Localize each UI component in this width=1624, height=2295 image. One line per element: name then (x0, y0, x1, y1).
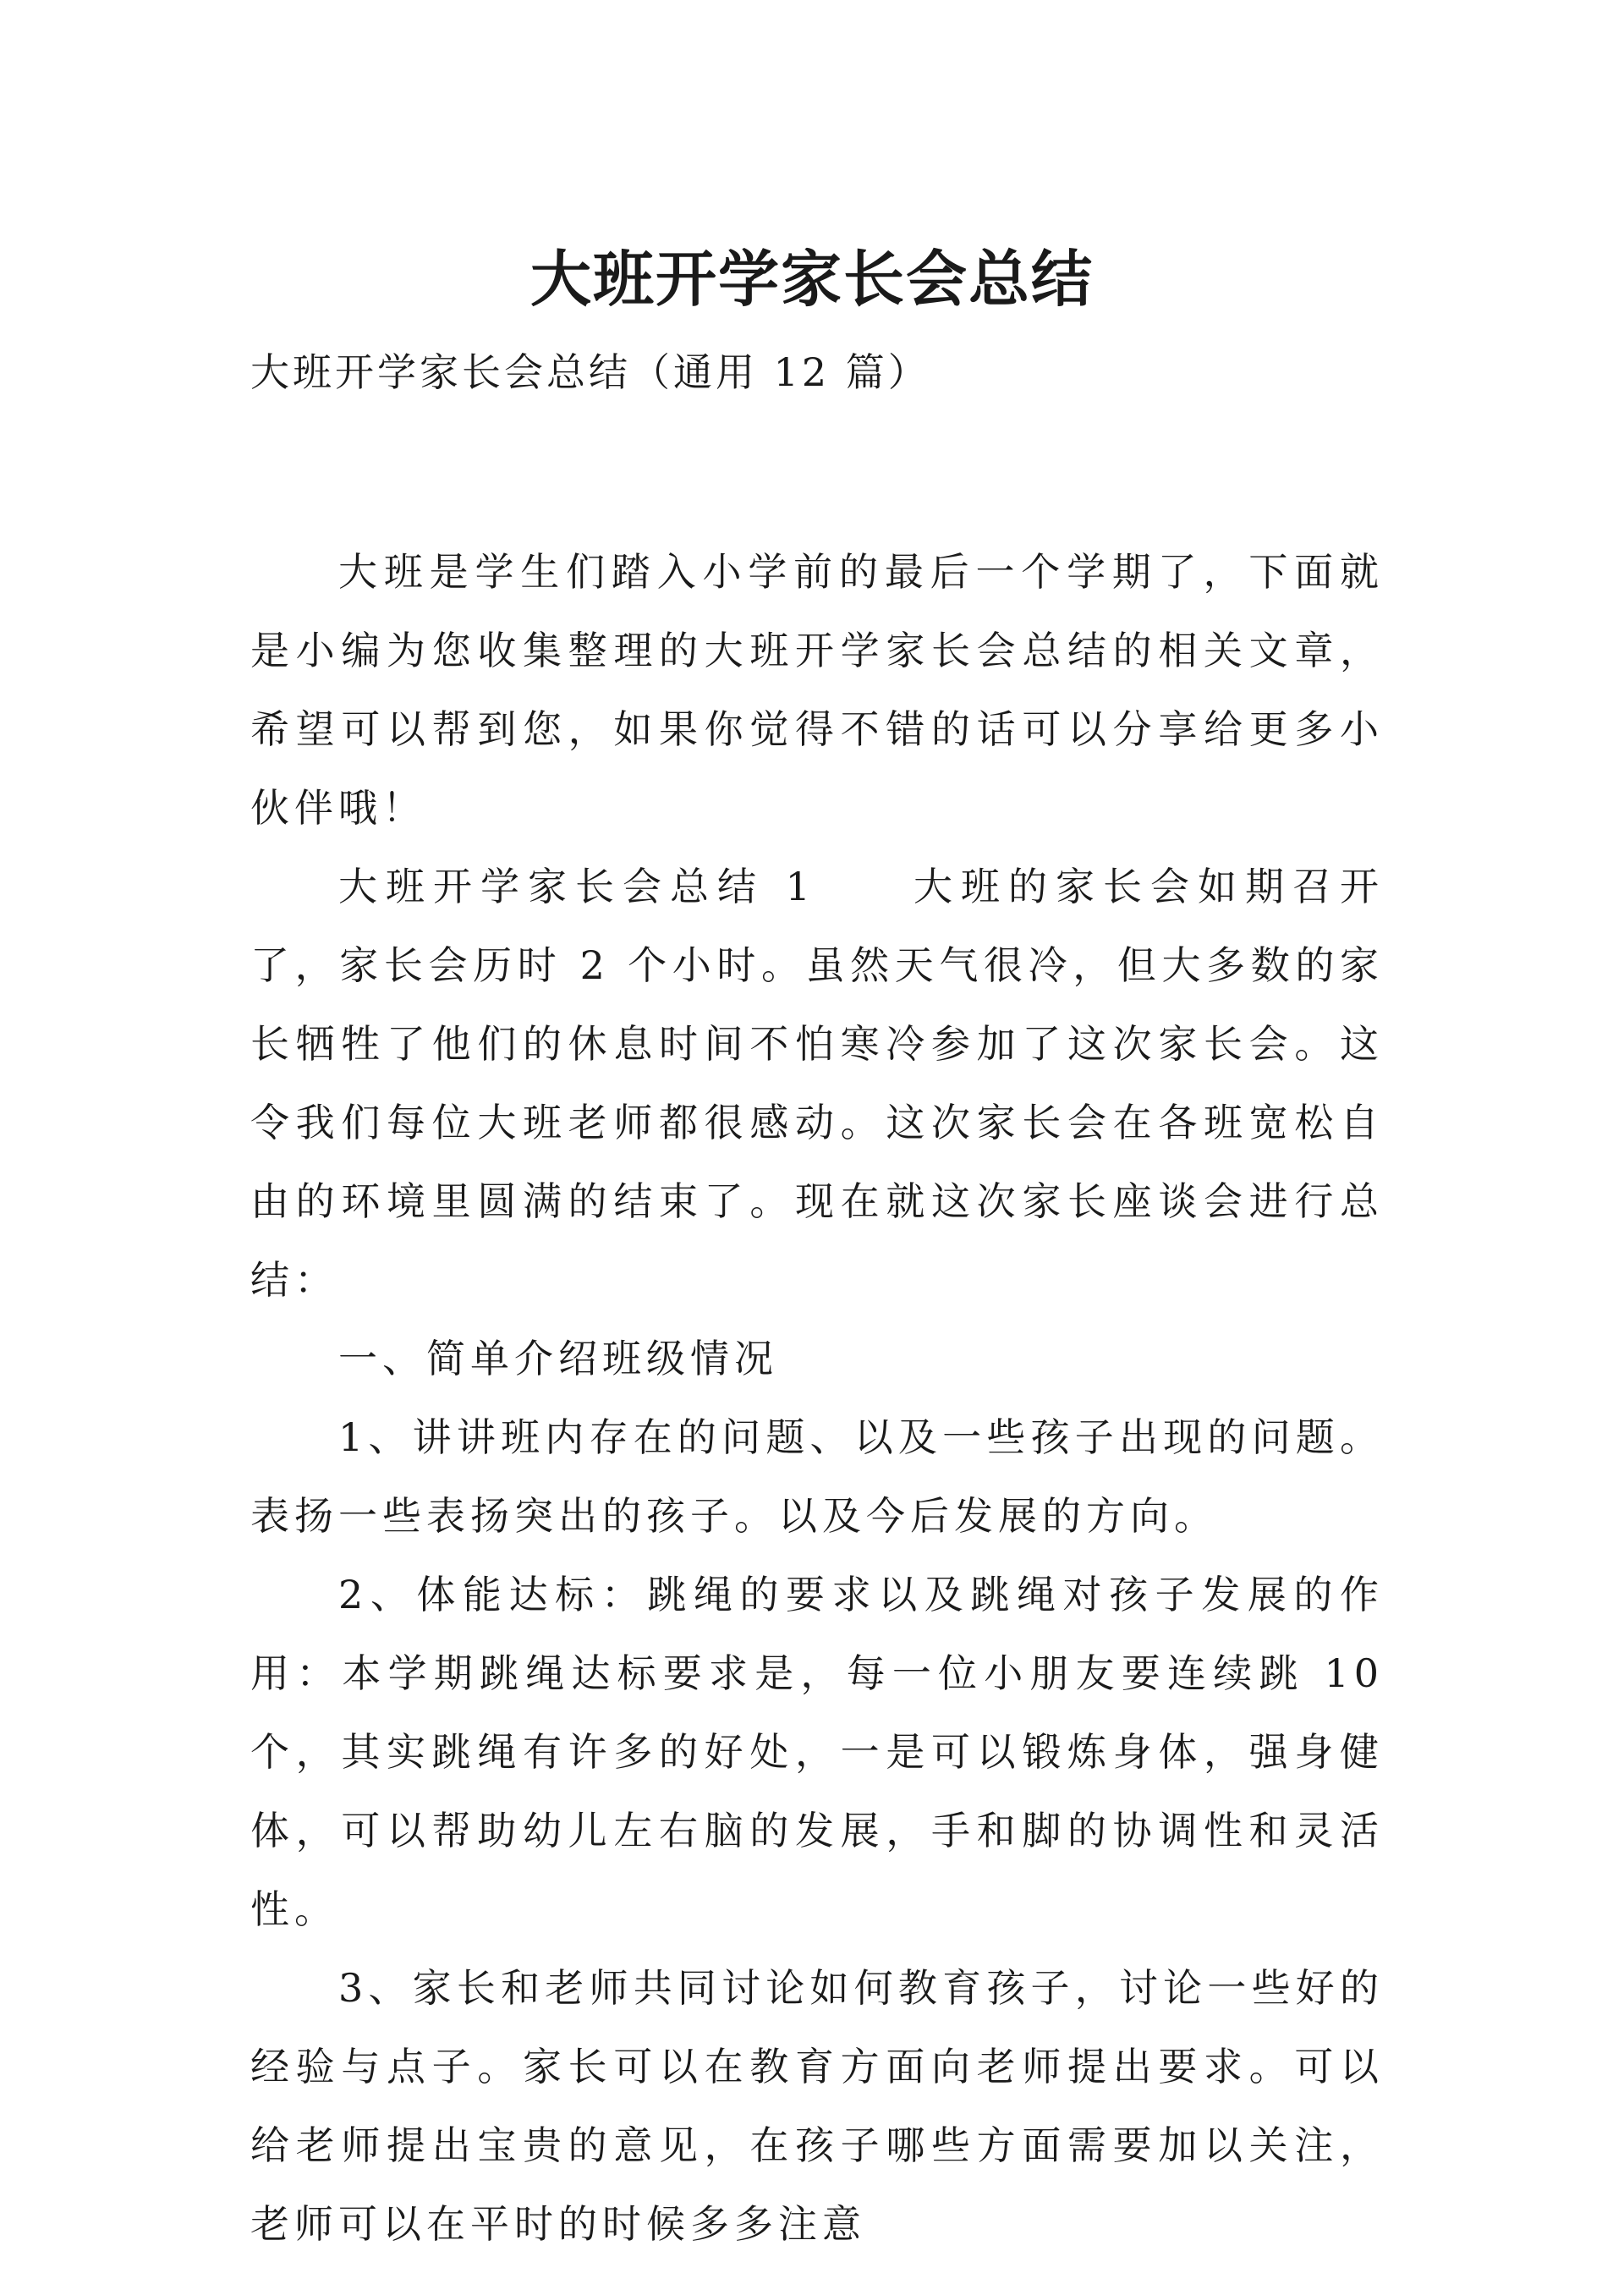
section-1-text: 大班的家长会如期召开了，家长会历时 2 个小时。虽然天气很冷，但大多数的家长牺牲了他们的休息时间不怕寒冷参加了这次家长会。这令我们每位大班老师都很感动。这次家长会在各班宽松自由的环境里圆满的结束了。现在就这次家长座谈会进行总结： (250, 864, 1385, 1303)
document-title: 大班开学家长会总结 (529, 244, 1094, 316)
paragraph-item-1: 1、讲讲班内存在的问题、以及一些孩子出现的问题。表扬一些表扬突出的孩子。以及今后发展的方向。 (250, 1414, 1384, 1539)
section-1-heading: 大班开学家长会总结 1 (338, 864, 815, 909)
document-body (250, 533, 1384, 2264)
paragraph-class-overview: 一、简单介绍班级情况 (338, 1336, 778, 1381)
paragraph-item-3: 3、家长和老师共同讨论如何教育孩子，讨论一些好的经验与点子。家长可以在教育方面向老师提出要求。可以给老师提出宝贵的意见，在孩子哪些方面需要加以关注，老师可以在平时的时候多多注意 (250, 1965, 1384, 2247)
document-subtitle: 大班开学家长会总结（通用 12 篇） (250, 349, 930, 395)
paragraph-item-2: 2、体能达标：跳绳的要求以及跳绳对孩子发展的作用：本学期跳绳达标要求是，每一位小朋友要连续跳 10 个，其实跳绳有许多的好处，一是可以锻炼身体，强身健体，可以帮助幼儿左右脑的发展，手和脚的协调性和灵活性。 (250, 1572, 1384, 1932)
section-1-paragraph (250, 848, 1384, 1320)
intro-paragraph: 大班是学生们踏入小学前的最后一个学期了，下面就是小编为您收集整理的大班开学家长会总结的相关文章，希望可以帮到您，如果你觉得不错的话可以分享给更多小伙伴哦！ (250, 549, 1384, 831)
